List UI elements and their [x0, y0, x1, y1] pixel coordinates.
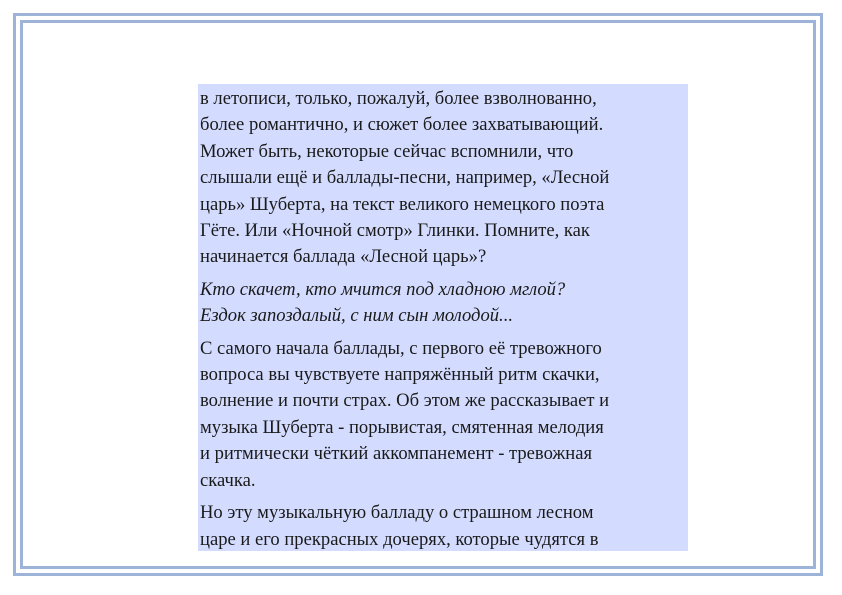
text-line: и ритмически чёткий аккомпанемент - тревожная [200, 443, 593, 465]
text-line: Но эту музыкальную балладу о страшном лесном [200, 502, 594, 524]
text-line: слышали ещё и баллады-песни, например, «Лесной [200, 167, 610, 189]
text-line: начинается баллада «Лесной царь»? [200, 246, 487, 268]
text-block [198, 84, 688, 551]
text-line: вопроса вы чувствуете напряжённый ритм скачки, [200, 364, 600, 386]
paragraph-verse-quote [200, 277, 686, 330]
text-line: в летописи, только, пожалуй, более взволнованно, [200, 88, 597, 109]
text-line: царь» Шуберта, на текст великого немецкого поэта [200, 193, 605, 215]
paragraph-intro [200, 86, 686, 271]
paragraph-analysis [200, 336, 686, 494]
verse-line: Ездок запоздалый, с ним сын молодой... [200, 305, 514, 327]
text-line: С самого начала баллады, с первого её тревожного [200, 337, 602, 359]
verse-line: Кто скачет, кто мчится под хладною мглой? [200, 278, 566, 300]
text-line: волнение и почти страх. Об этом же рассказывает и [200, 390, 610, 412]
text-line: скачка. [200, 469, 256, 491]
paragraph-continuation [200, 500, 686, 551]
text-line: царе и его прекрасных дочерях, которые чудятся в [200, 528, 599, 550]
text-line: Может быть, некоторые сейчас вспомнили, что [200, 140, 574, 162]
text-line: Гёте. Или «Ночной смотр» Глинки. Помните, как [200, 220, 590, 242]
text-line: музыка Шуберта - порывистая, смятенная мелодия [200, 416, 604, 438]
text-line: более романтично, и сюжет более захватывающий. [200, 114, 604, 136]
